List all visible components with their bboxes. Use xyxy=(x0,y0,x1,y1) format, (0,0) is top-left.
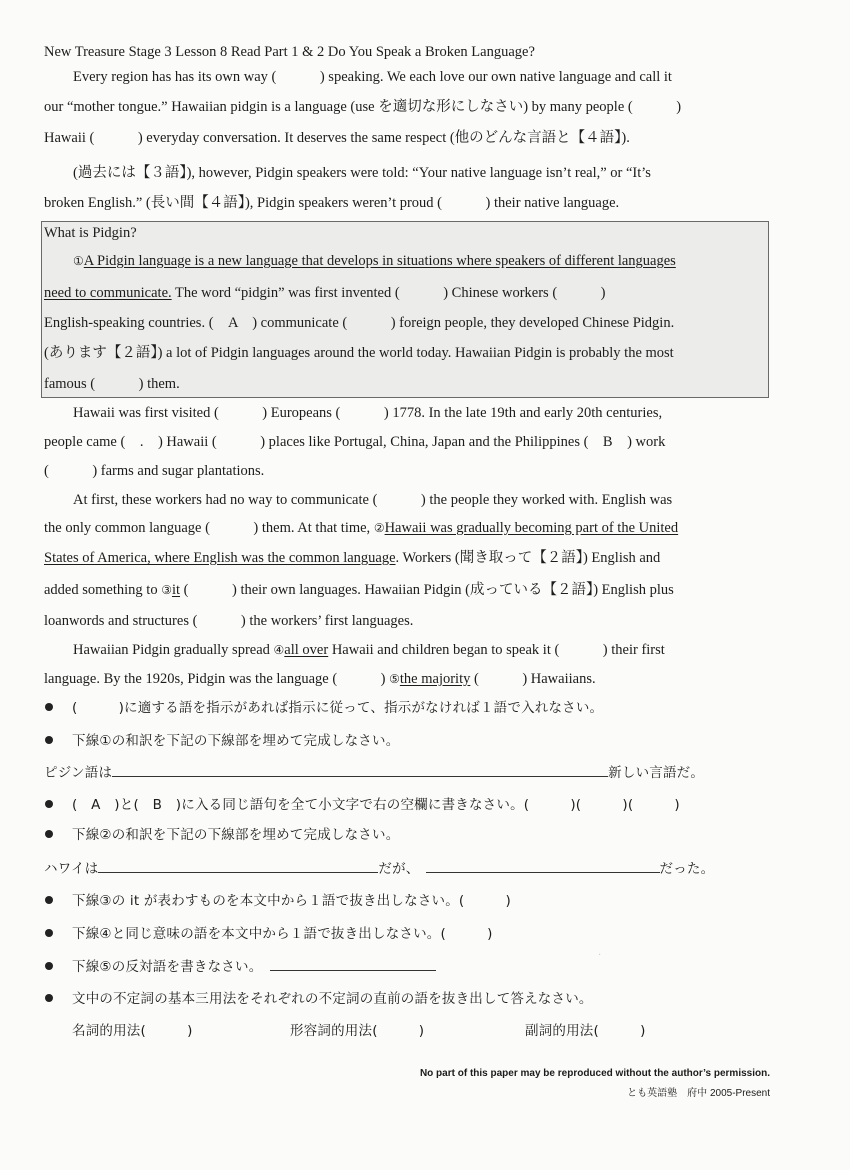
passage-line: Hawaii was first visited ( ) Europeans ( ) 1778. In the late 19th and early 20th centuries, xyxy=(73,405,663,421)
passage-line xyxy=(44,578,674,599)
answer-mid: だが、 xyxy=(378,861,420,877)
passage-line: loanwords and structures ( ) the workers’ first languages. xyxy=(44,613,414,629)
line-text: . Workers (聞き取って【２語】) English and xyxy=(395,550,661,566)
answer-prefix: ハワイは xyxy=(44,861,99,877)
marker-2: ② xyxy=(373,521,385,535)
line-text: language. By the 1920s, Pidgin was the language ( ) xyxy=(44,671,390,687)
marker-1: ① xyxy=(73,254,84,268)
box-line-2-rest: The word “pidgin” was first invented ( ) Chinese workers ( ) xyxy=(171,285,606,301)
question-6: 下線④と同じ意味の語を本文中から１語で抜き出しなさい。( ) xyxy=(72,926,493,942)
underline-1b: need to communicate. xyxy=(44,285,172,301)
bullet-icon xyxy=(45,994,53,1002)
usage-adverb: 副詞的用法( ) xyxy=(525,1023,646,1039)
passage-line: our “mother tongue.” Hawaiian pidgin is a language (use を適切な形にしなさい) by many people ( ) xyxy=(44,99,682,115)
passage-line: ( ) farms and sugar plantations. xyxy=(44,463,265,479)
line-text: added something to xyxy=(44,582,162,598)
passage-line xyxy=(44,546,660,567)
bullet-icon xyxy=(45,962,53,970)
underline-4: all over xyxy=(284,642,329,658)
passage-line: (過去には【３語】), however, Pidgin speakers were told: “Your native language isn’t real,” or “It’s xyxy=(73,165,651,181)
question-text: 下線⑤の反対語を書きなさい。 xyxy=(72,959,263,975)
passage-line: people came ( . ) Hawaii ( ) places like Portugal, China, Japan and the Philippines ( B ) work xyxy=(44,434,666,450)
answer-line-q4 xyxy=(44,857,714,877)
bullet-icon xyxy=(45,830,53,838)
passage-line: Hawaii ( ) everyday conversation. It deserves the same respect (他のどんな言語と【４語】). xyxy=(44,130,630,146)
line-text: ( ) their own languages. Hawaiian Pidgin (成っている【２語】) English plus xyxy=(180,582,674,598)
answer-blank[interactable] xyxy=(112,764,608,777)
usage-noun: 名詞的用法( ) xyxy=(72,1023,193,1039)
bullet-icon xyxy=(45,800,53,808)
passage-line: famous ( ) them. xyxy=(44,376,180,392)
question-1: ( )に適する語を指示があれば指示に従って、指示がなければ１語で入れなさい。 xyxy=(72,700,604,716)
passage-line xyxy=(44,516,678,537)
answer-blank[interactable] xyxy=(98,860,378,873)
answer-prefix: ピジン語は xyxy=(44,765,113,781)
question-8: 文中の不定詞の基本三用法をそれぞれの不定詞の直前の語を抜き出して答えなさい。 xyxy=(72,991,593,1007)
scan-speck: · xyxy=(598,950,602,961)
passage-line: At first, these workers had no way to communicate ( ) the people they worked with. English was xyxy=(73,492,673,508)
box-heading: What is Pidgin? xyxy=(44,225,137,241)
underline-5: the majority xyxy=(399,671,471,687)
answer-blank[interactable] xyxy=(270,958,436,971)
line-text: ( ) Hawaiians. xyxy=(470,671,596,687)
underlined-sentence-1 xyxy=(73,253,676,270)
worksheet-title: New Treasure Stage 3 Lesson 8 Read Part 1 & 2 Do You Speak a Broken Language? xyxy=(44,44,535,60)
line-text: the only common language ( ) them. At that time, xyxy=(44,520,374,536)
marker-3: ③ xyxy=(161,583,172,597)
passage-line: Every region has has its own way ( ) speaking. We each love our own native language and call it xyxy=(73,69,672,85)
passage-line: English-speaking countries. ( A ) communicate ( ) foreign people, they developed Chinese Pidgin. xyxy=(44,315,675,331)
usage-adjective: 形容詞的用法( ) xyxy=(290,1023,425,1039)
marker-5: ⑤ xyxy=(389,672,400,686)
underline-3: it xyxy=(171,582,181,598)
bullet-icon xyxy=(45,703,53,711)
underline-2a: Hawaii was gradually becoming part of the United xyxy=(384,520,679,536)
line-text: Hawaii and children began to speak it ( ) their first xyxy=(328,642,665,658)
underline-1a: A Pidgin language is a new language that develops in situations where speakers of different languages xyxy=(83,253,676,269)
passage-line xyxy=(44,281,605,302)
underline-2b: States of America, where English was the common language xyxy=(44,550,396,566)
bullet-icon xyxy=(45,896,53,904)
passage-line xyxy=(44,667,596,688)
passage-line: (あります【２語】) a lot of Pidgin languages around the world today. Hawaiian Pidgin is probably the most xyxy=(44,345,674,361)
question-7 xyxy=(72,955,436,975)
question-5: 下線③の it が表わすものを本文中から１語で抜き出しなさい。( ) xyxy=(72,893,511,909)
answer-suffix: 新しい言語だ。 xyxy=(608,765,705,781)
passage-line xyxy=(73,638,665,659)
copyright-notice: No part of this paper may be reproduced without the author’s permission. xyxy=(419,1068,770,1079)
school-name: とも英語塾 府中 2005-Present xyxy=(627,1088,770,1099)
question-2: 下線①の和訳を下記の下線部を埋めて完成しなさい。 xyxy=(72,733,400,749)
line-text: Hawaiian Pidgin gradually spread xyxy=(73,642,274,658)
question-3: ( A )と( B )に入る同じ語句を全て小文字で右の空欄に書きなさい。( )( )( ) xyxy=(72,797,680,813)
answer-blank[interactable] xyxy=(426,860,660,873)
answer-suffix: だった。 xyxy=(659,861,715,877)
question-4: 下線②の和訳を下記の下線部を埋めて完成しなさい。 xyxy=(72,827,400,843)
passage-line: broken English.” (長い間【４語】), Pidgin speakers weren’t proud ( ) their native language. xyxy=(44,195,620,211)
bullet-icon xyxy=(45,929,53,937)
marker-4: ④ xyxy=(273,643,285,657)
answer-line-q2 xyxy=(44,761,704,781)
bullet-icon xyxy=(45,736,53,744)
